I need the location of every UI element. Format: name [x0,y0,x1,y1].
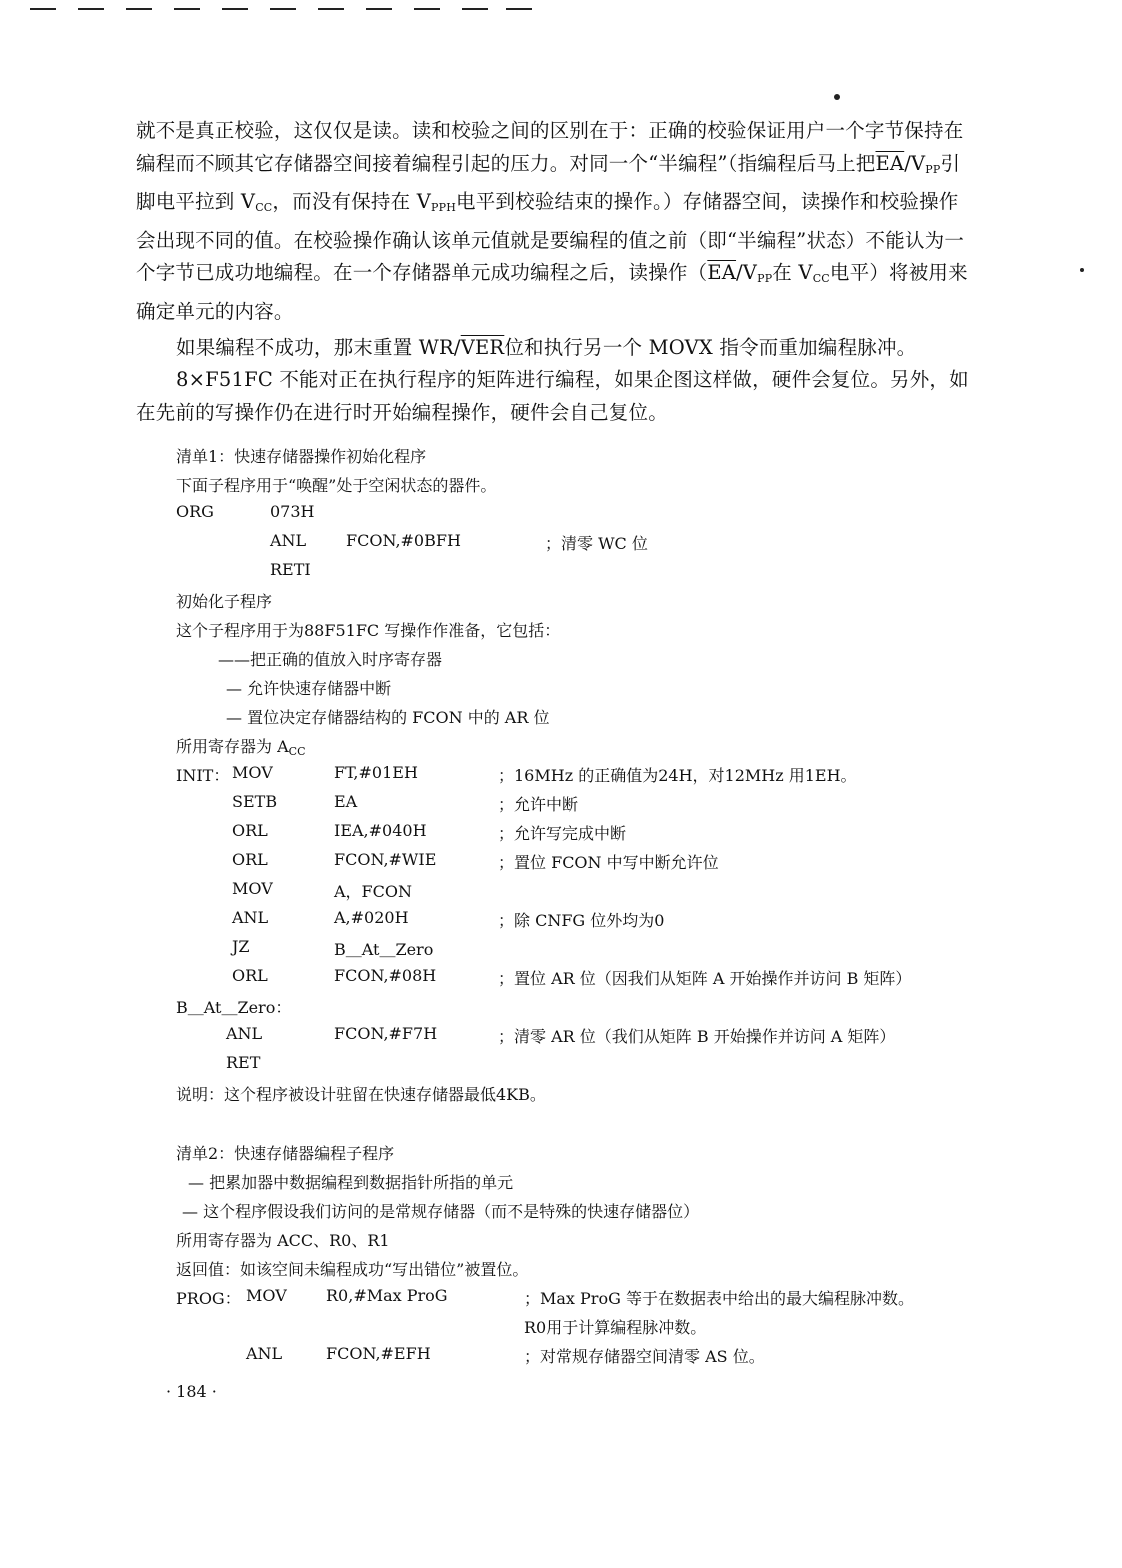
listing1-note: 说明：这个程序被设计驻留在快速存储器最低4KB。 [176,1085,546,1104]
code-comment: ；清零 WC 位 [545,534,648,553]
code-op: ANL [270,531,307,550]
code-comment: ；允许中断 [498,795,579,814]
code-comment: ；清零 AR 位（我们从矩阵 B 开始操作并访问 A 矩阵） [498,1027,896,1046]
top-dash-border [0,0,540,14]
code-args: R0,#Max ProG [326,1286,448,1305]
code-args: B＿At＿Zero [334,940,434,959]
code-label: ORG [176,502,214,521]
bullet-item: — 允许快速存储器中断 [226,679,392,698]
code-op: JZ [232,937,250,956]
registers-used: 所用寄存器为 ACC、R0、R1 [176,1231,390,1250]
listing2-desc: — 把累加器中数据编程到数据指针所指的单元 [188,1173,514,1192]
code-op: MOV [232,763,273,782]
code-op: ANL [232,908,269,927]
paragraph-3: 8×F51FC 不能对正在执行程序的矩阵进行编程，如果企图这样做，硬件会复位。另外，如在先前的写操作仍在进行时开始编程操作，硬件会自己复位。 [136,368,969,424]
code-comment: ；对常规存储器空间清零 AS 位。 [524,1347,765,1366]
scan-speck [834,94,840,100]
code-op: RET [226,1053,261,1072]
code-comment: ；置位 AR 位（因我们从矩阵 A 开始操作并访问 B 矩阵） [498,969,912,988]
code-args: FCON,#08H [334,966,437,985]
listing2-title: 清单2：快速存储器编程子程序 [176,1144,395,1163]
code-args: EA [334,792,358,811]
listing1-title: 清单1：快速存储器操作初始化程序 [176,447,427,466]
body-text [136,115,976,429]
code-label: PROG： [176,1289,241,1308]
code-op: MOV [246,1286,287,1305]
code-comment: ；16MHz 的正确值为24H，对12MHz 用1EH。 [498,766,857,785]
page-number: · 184 · [166,1382,217,1401]
code-args: FT,#01EH [334,763,418,782]
code-comment: ；除 CNFG 位外均为0 [498,911,665,930]
code-args: A，FCON [334,882,413,901]
code-op: RETI [270,560,311,579]
bullet-item: — 置位决定存储器结构的 FCON 中的 AR 位 [226,708,550,727]
code-comment: R0用于计算编程脉冲数。 [524,1318,707,1337]
code-args: FCON,#0BFH [346,531,461,550]
code-args: FCON,#F7H [334,1024,438,1043]
code-label: B＿At＿Zero： [176,998,292,1017]
code-comment: ；置位 FCON 中写中断允许位 [498,853,719,872]
code-args: FCON,#EFH [326,1344,431,1363]
code-args: A,#020H [334,908,409,927]
listing2-desc: — 这个程序假设我们访问的是常规存储器（而不是特殊的快速存储器位） [182,1202,700,1221]
code-comment: ；Max ProG 等于在数据表中给出的最大编程脉冲数。 [524,1289,914,1308]
bullet-item: ——把正确的值放入时序寄存器 [218,650,443,669]
code-op: ORL [232,966,268,985]
paragraph-2: 如果编程不成功，那末重置 $WR/\overline{VER}$位和执行另一个 MOVX 指令而重加编程脉冲。 [176,335,917,359]
init-title: 初始化子程序 [176,592,273,611]
code-op: ANL [246,1344,283,1363]
listing1-intro: 下面子程序用于“唤醒”处于空闲状态的器件。 [176,476,497,495]
init-description: 这个子程序用于为88F51FC 写操作作准备，它包括： [176,621,561,640]
code-label: INIT： [176,766,230,785]
paragraph-1: 就不是真正校验，这仅仅是读。读和校验之间的区别在于：正确的校验保证用户一个字节保持在编程而不顾其它存储器空间接着编程引起的压力。对同一个“半编程”（指编程后马上把$\overline{EA}/V_{PP}$引脚电平拉到 $V_{CC}$，而没有保持在 $V_{PPH}$电平到校验结束的操作。）存储器空间，读操作和校验操作会出现不同的值。在校验操作确认该单元值就是要编程的值之前（即“半编程”状态）不能认为一个字节已成功地编程。在一个存储器单元成功编程之后，读操作（$\overline{EA}/V_{PP}$在 $V_{CC}$电平）将被用来确定单元的内容。 [136,119,968,323]
scan-speck [1080,268,1084,272]
code-args: IEA,#040H [334,821,427,840]
registers-used: 所用寄存器为 $A_{CC}$ [176,737,306,758]
code-op: ANL [226,1024,263,1043]
code-op: ORL [232,850,268,869]
code-comment: ；允许写完成中断 [498,824,627,843]
code-op: MOV [232,879,273,898]
code-args: FCON,#WIE [334,850,437,869]
code-op: ORL [232,821,268,840]
code-op: SETB [232,792,278,811]
code-args: 073H [270,502,315,521]
return-value: 返回值：如该空间未编程成功“写出错位”被置位。 [176,1260,529,1279]
